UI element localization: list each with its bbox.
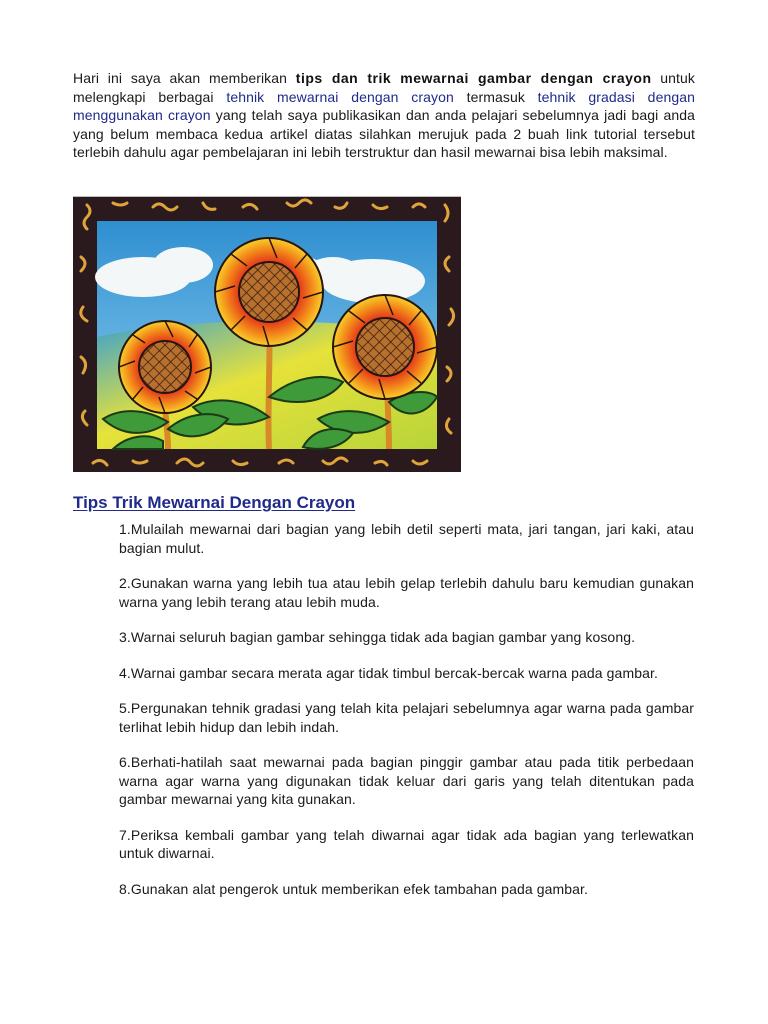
section-heading[interactable]: Tips Trik Mewarnai Dengan Crayon [73, 493, 356, 512]
tip-item: 8.Gunakan alat pengerok untuk memberikan efek tambahan pada gambar. [119, 880, 589, 897]
tip-item: 3.Warnai seluruh bagian gambar sehingga tidak ada bagian gambar yang kosong. [119, 629, 636, 645]
tip-item: 7.Periksa kembali gambar yang telah diwarnai agar tidak ada bagian yang terlewatkan untuk diwarnai. [119, 826, 694, 861]
intro-paragraph [73, 69, 695, 162]
link-tehnik-gradasi[interactable]: tehnik gradasi dengan menggunakan crayon [73, 88, 695, 123]
intro-text-2: untuk melengkapi berbagai [73, 70, 695, 105]
intro-text-1: Hari ini saya akan memberikan [73, 70, 296, 86]
tip-item: 6.Berhati-hatilah saat mewarnai pada bagian pinggir gambar atau pada titik perbedaan warna agar warna yang digunakan tidak keluar dari garis yang telah ditentukan pada gambar mewarnai yang kita gunakan. [119, 754, 694, 807]
sunflower-drawing-image [73, 197, 461, 472]
tip-item: 2.Gunakan warna yang lebih tua atau lebih gelap terlebih dahulu baru kemudian gunakan warna yang lebih terang atau lebih muda. [119, 575, 694, 610]
tip-item: 1.Mulailah mewarnai dari bagian yang lebih detil seperti mata, jari tangan, jari kaki, atau bagian mulut. [119, 521, 694, 556]
intro-text-3: termasuk [453, 88, 538, 105]
tips-list [119, 520, 694, 915]
link-tehnik-mewarnai[interactable]: tehnik mewarnai dengan crayon [226, 88, 454, 105]
intro-text-4: yang telah saya publikasikan dan anda pelajari sebelumnya jadi bagi anda yang belum membaca kedua artikel diatas silahkan merujuk pada 2 buah link tutorial tersebut terlebih dahulu agar pembelajaran ini lebih terstruktur dan hasil mewarnai bisa lebih maksimal. [73, 107, 695, 160]
tip-item: 5.Pergunakan tehnik gradasi yang telah kita pelajari sebelumnya agar warna pada gambar terlihat lebih hidup dan lebih indah. [119, 700, 694, 735]
sunflower-illustration [73, 197, 461, 472]
tip-item: 4.Warnai gambar secara merata agar tidak timbul bercak-bercak warna pada gambar. [119, 664, 658, 681]
intro-bold-text: tips dan trik mewarnai gambar dengan crayon [295, 70, 652, 86]
